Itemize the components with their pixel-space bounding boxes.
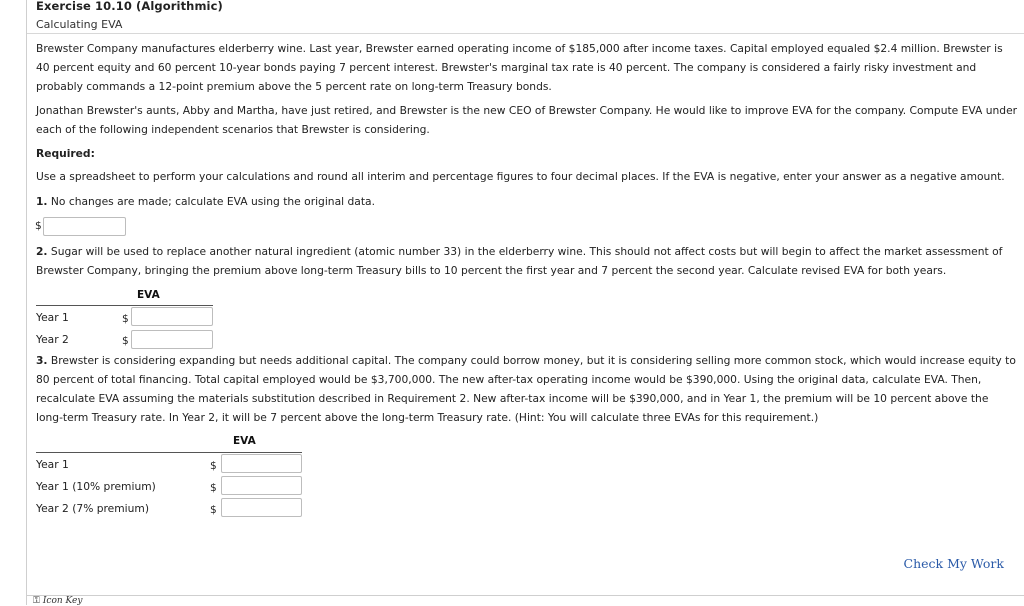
check-my-work-link[interactable]: Check My Work: [903, 556, 1004, 571]
q3-row-currency-year2-premium: $: [210, 504, 217, 516]
exercise-subtitle: Calculating EVA: [36, 18, 123, 31]
q3-eva-column-header: EVA: [233, 435, 256, 447]
q3-text: [36, 351, 1018, 427]
q2-row-label-year1: Year 1: [36, 311, 69, 324]
q3-eva-year1-premium-input[interactable]: [221, 476, 302, 495]
q2-row-currency-year1: $: [122, 313, 129, 325]
q2-text: [36, 242, 1018, 280]
q1-eva-input[interactable]: [43, 217, 126, 236]
q2-header-rule: [36, 305, 213, 306]
context-paragraph: Jonathan Brewster's aunts, Abby and Martha, have just retired, and Brewster is the new CEO of Brewster Company. He would like to improve EVA for the company. Compute EVA under each of the following independent scenarios that Brewster is considering.: [36, 104, 1018, 136]
intro-paragraph: Brewster Company manufactures elderberry wine. Last year, Brewster earned operating income of $185,000 after income taxes. Capital employed equaled $2.4 million. Brewster is 40 percent equity and 60 percent 10-year bonds paying 7 percent interest. Brewster's marginal tax rate is 40 percent. The company is considered a fairly risky investment and probably commands a 12-point premium above the 5 percent rate on long-term Treasury bonds.: [36, 42, 1003, 93]
q3-row-label-year1: Year 1: [36, 458, 69, 471]
q3-row-label-year2-premium: Year 2 (7% premium): [36, 502, 149, 515]
icon-key-label: Icon Key: [42, 596, 83, 606]
footer-divider: [27, 595, 1024, 596]
q3-row-label-year1-premium: Year 1 (10% premium): [36, 480, 156, 493]
exercise-page: [26, 0, 1024, 605]
q2-row-currency-year2: $: [122, 335, 129, 347]
q1-number: 1.: [36, 195, 48, 208]
q2-row-label-year2: Year 2: [36, 333, 69, 346]
q3-number: 3.: [36, 354, 48, 367]
instructions-paragraph: Use a spreadsheet to perform your calculations and round all interim and percentage figures to four decimal places. If the EVA is negative, enter your answer as a negative amount.: [36, 170, 1005, 183]
q3-description: Brewster is considering expanding but needs additional capital. The company could borrow money, but it is considering selling more common stock, which would increase equity to 80 percent of total financing. Total capital employed would be $3,700,000. The new after-tax operating income would be $390,000. Using the original data, calculate EVA. Then, recalculate EVA assuming the materials substitution described in Requirement 2. New after-tax income will be $390,000, and in Year 1, the premium will be 10 percent above the long-term Treasury rate. In Year 2, it will be 7 percent above the long-term Treasury rate. (Hint: You will calculate three EVAs for this requirement.): [36, 354, 1016, 424]
q2-eva-year2-input[interactable]: [131, 330, 213, 349]
header-divider: [27, 33, 1024, 34]
q2-eva-year1-input[interactable]: [131, 307, 213, 326]
q3-row-currency-year1: $: [210, 460, 217, 472]
exercise-title: Exercise 10.10 (Algorithmic): [36, 0, 223, 13]
q1-currency: $: [35, 220, 42, 232]
q3-row-currency-year1-premium: $: [210, 482, 217, 494]
q3-header-rule: [36, 452, 302, 453]
q1-text: [36, 192, 1018, 211]
q3-eva-year1-input[interactable]: [221, 454, 302, 473]
q3-eva-year2-premium-input[interactable]: [221, 498, 302, 517]
q2-number: 2.: [36, 245, 48, 258]
q2-eva-column-header: EVA: [137, 289, 160, 301]
required-label: Required:: [36, 147, 95, 160]
q1-description: No changes are made; calculate EVA using the original data.: [50, 195, 375, 208]
q2-description: Sugar will be used to replace another natural ingredient (atomic number 33) in the elderberry wine. This should not affect costs but will begin to affect the market assessment of Brewster Company, bringing the premium above long-term Treasury bills to 10 percent the first year and 7 percent the second year. Calculate revised EVA for both years.: [36, 245, 1003, 277]
key-icon: ⚿: [33, 596, 40, 606]
